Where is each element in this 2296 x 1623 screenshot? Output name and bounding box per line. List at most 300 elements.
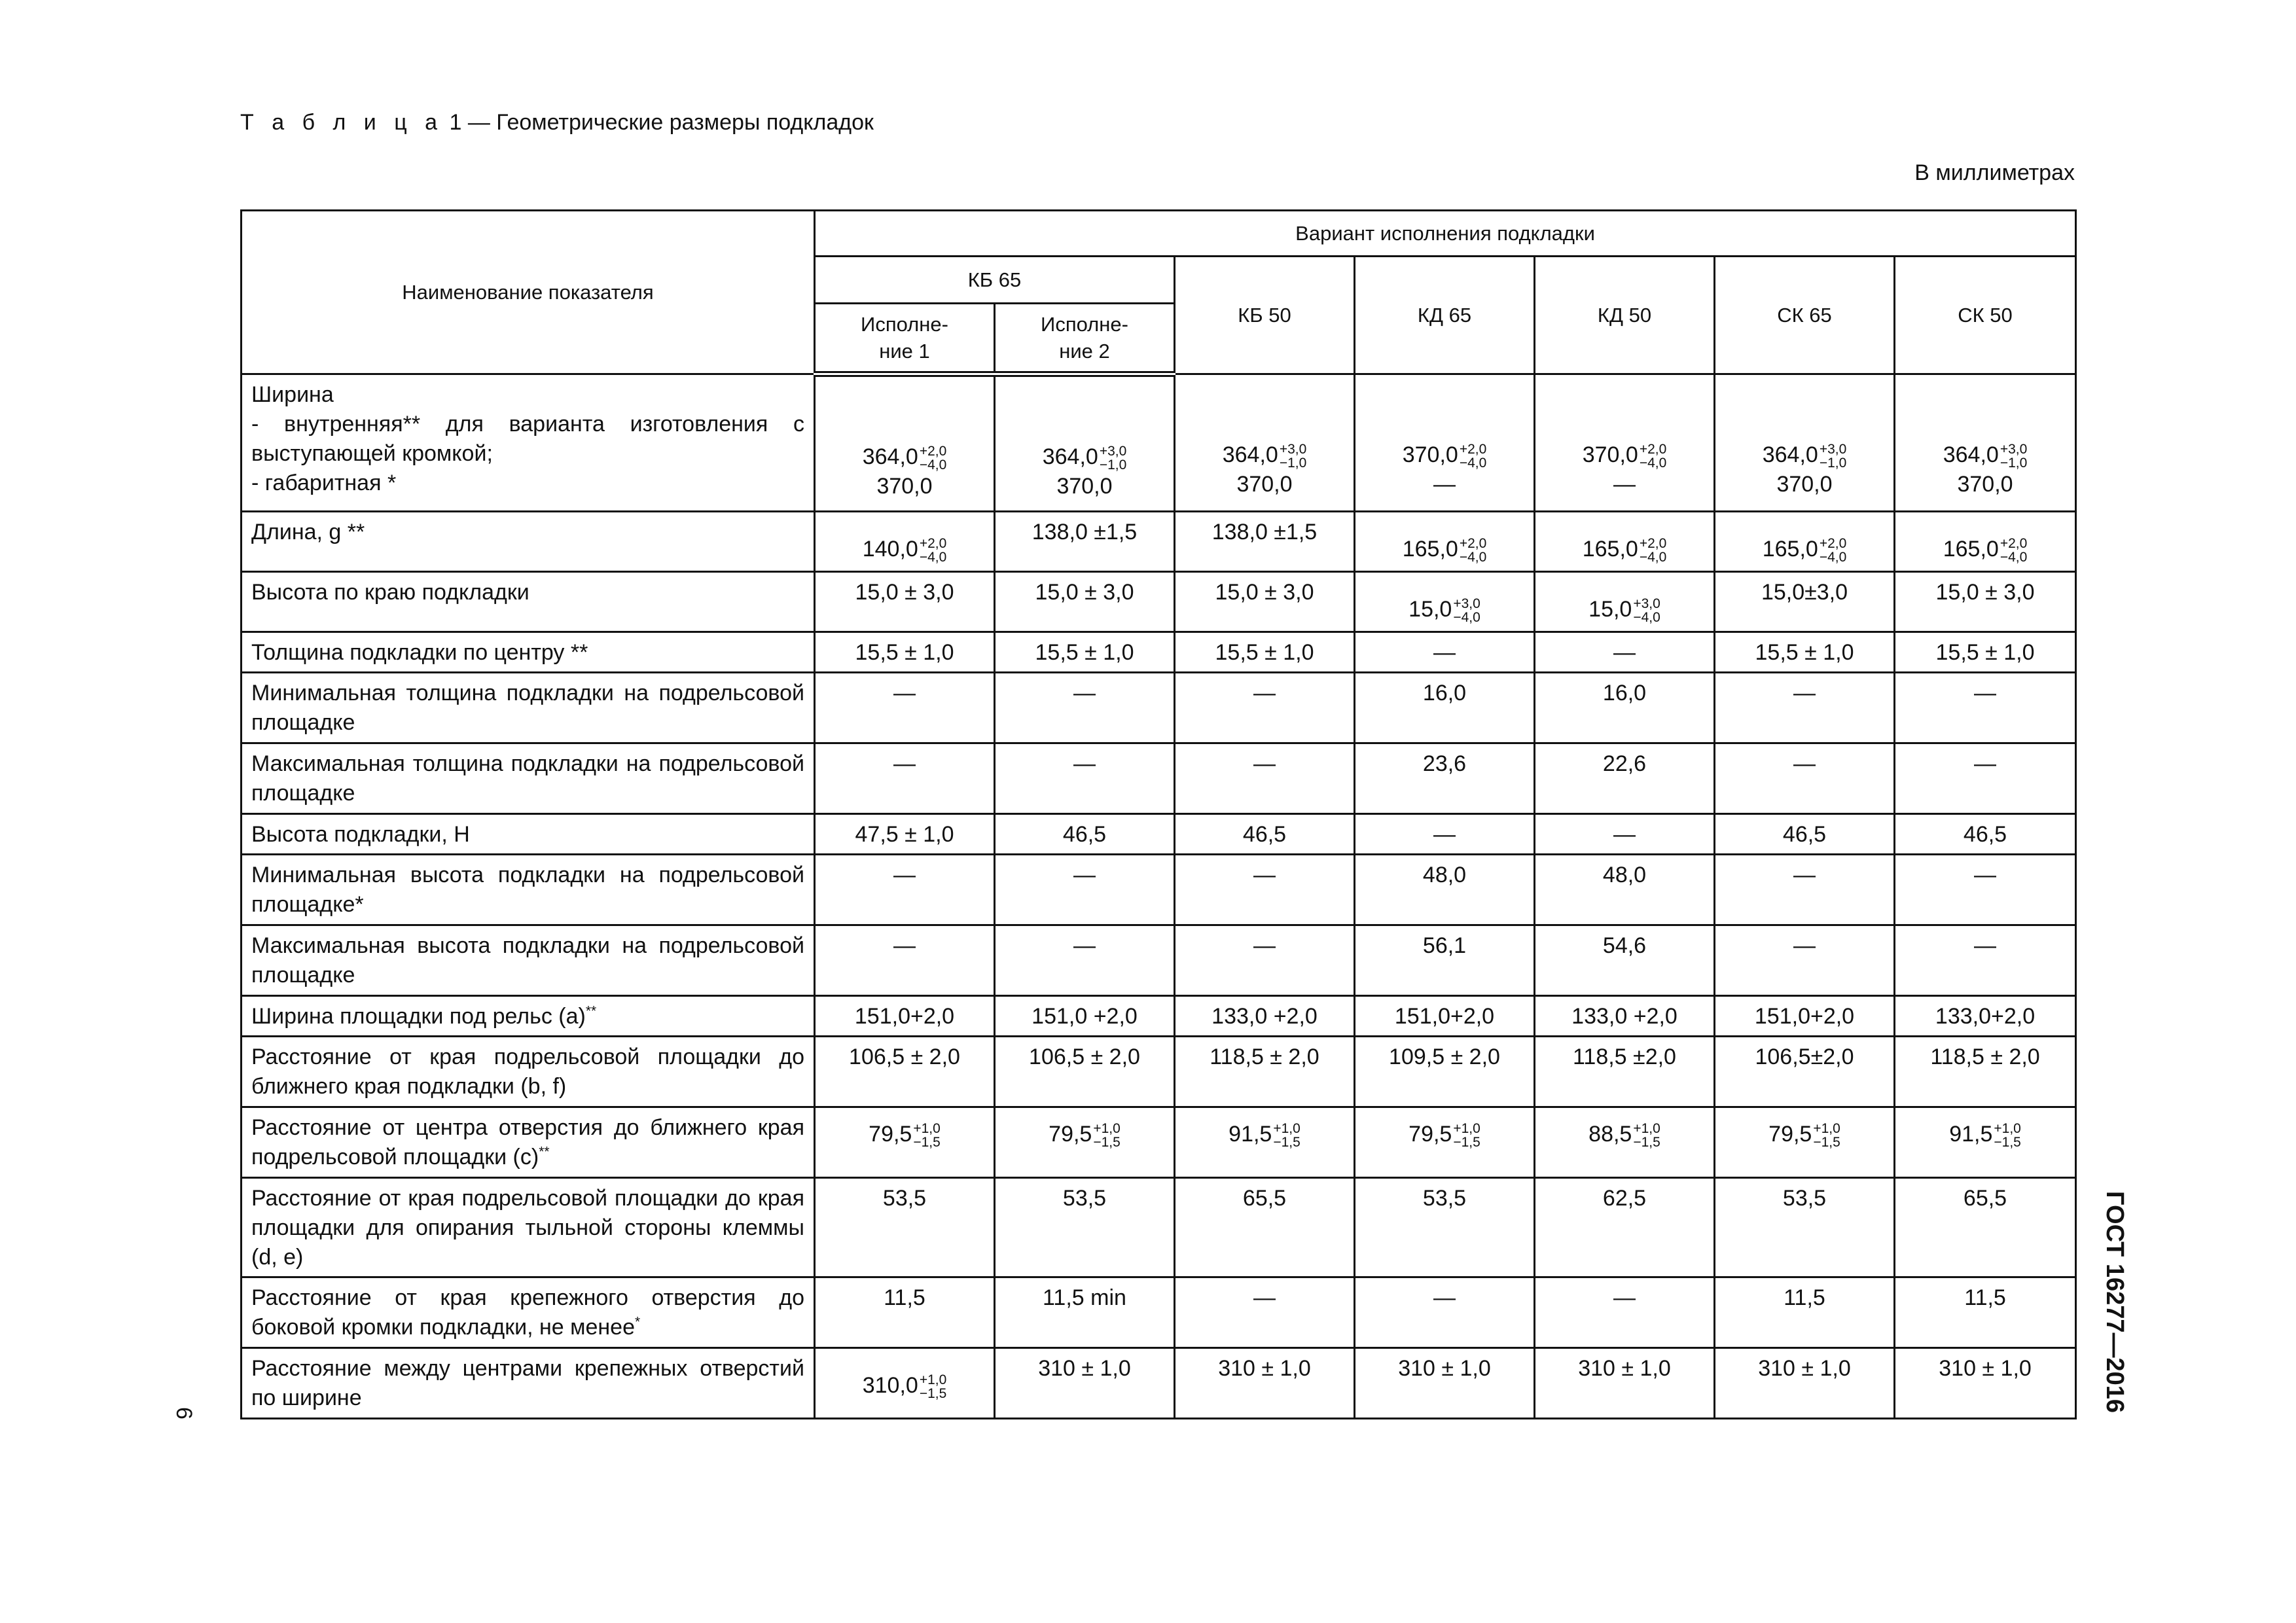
toleranced-value	[1185, 1113, 1344, 1149]
nominal-value: 364,0	[1943, 442, 1999, 467]
cell-value: —	[1974, 933, 1997, 958]
value-cell	[1715, 925, 1895, 996]
upper-deviation: +2,0	[919, 536, 947, 552]
tolerance	[1994, 1122, 2020, 1149]
value-cell	[815, 814, 995, 855]
table-body	[242, 374, 2076, 1419]
cell-value: —	[1974, 751, 1997, 776]
value-cell	[995, 1037, 1175, 1107]
nominal-value: 165,0	[1943, 537, 1999, 562]
cell-value: 15,5 ± 1,0	[855, 640, 954, 665]
toleranced-value	[825, 1354, 984, 1400]
value-cell	[1895, 512, 2076, 572]
footnote-mark: **	[539, 1144, 550, 1160]
toleranced-value	[1365, 380, 1524, 470]
cell-value: —	[893, 863, 916, 887]
value-cell	[1355, 743, 1535, 814]
value-cell	[1355, 374, 1535, 512]
value-cell	[1175, 855, 1355, 925]
cell-value: —	[893, 751, 916, 776]
upper-deviation: +1,0	[919, 1372, 947, 1387]
lower-deviation: −4,0	[1639, 550, 1667, 565]
cell-value: 15,0 ± 3,0	[1035, 580, 1134, 605]
row-name	[242, 572, 815, 632]
value-cell	[1715, 996, 1895, 1037]
value-cell	[1895, 1037, 2076, 1107]
value-cell	[995, 1347, 1175, 1418]
nominal-value: 88,5	[1588, 1122, 1632, 1147]
value-cell	[1895, 996, 2076, 1037]
cell-value: 106,5 ± 2,0	[1029, 1044, 1140, 1069]
cell-value: —	[1793, 681, 1816, 705]
cell-value: 46,5	[1062, 822, 1107, 847]
cell-value: 15,0±3,0	[1761, 580, 1848, 605]
cell-value: 54,6	[1602, 933, 1647, 958]
upper-deviation: +2,0	[1639, 536, 1667, 552]
toleranced-value	[1365, 518, 1524, 564]
value-cell	[1355, 572, 1535, 632]
lower-deviation: −4,0	[1633, 610, 1660, 626]
row-name	[242, 814, 815, 855]
cell-value: 62,5	[1602, 1186, 1647, 1211]
value-cell	[1715, 1347, 1895, 1418]
row-name-text: Расстояние от края крепежного отверстия до боковой кромки подкладки, не менее	[251, 1285, 804, 1340]
value-cell	[1175, 925, 1355, 996]
value-cell	[1715, 673, 1895, 743]
cell-value: 22,6	[1602, 751, 1647, 776]
cell-value: 46,5	[1963, 822, 2007, 847]
cell-value: 138,0 ±1,5	[1211, 520, 1318, 544]
upper-deviation: +3,0	[1453, 596, 1480, 612]
toleranced-value	[1365, 1113, 1524, 1149]
table-row	[242, 374, 2076, 512]
value-cell	[1355, 925, 1535, 996]
value-cell	[1535, 925, 1715, 996]
cell-value: 310 ± 1,0	[1218, 1355, 1311, 1381]
cell-value: 46,5	[1782, 822, 1827, 847]
nominal-value: 79,5	[1768, 1122, 1812, 1147]
tolerance	[920, 537, 946, 564]
upper-deviation: +3,0	[1633, 596, 1660, 612]
upper-deviation: +1,0	[1093, 1121, 1121, 1137]
value-cell	[995, 996, 1175, 1037]
value-cell	[1895, 1347, 2076, 1418]
lower-deviation: −1,5	[1453, 1135, 1480, 1150]
lower-deviation: −4,0	[1459, 550, 1487, 565]
cell-value: —	[1613, 640, 1636, 665]
cell-value: 47,5 ± 1,0	[855, 822, 954, 847]
cell-value: —	[1433, 640, 1456, 665]
table-row	[242, 855, 2076, 925]
value-cell	[995, 814, 1175, 855]
value-cell	[1175, 1347, 1355, 1418]
cell-value: 109,5 ± 2,0	[1389, 1044, 1500, 1069]
toleranced-value	[1905, 1113, 2066, 1149]
value-cell	[815, 1347, 995, 1418]
value-cell	[1715, 1277, 1895, 1347]
value-cell	[815, 1037, 995, 1107]
cell-value: 23,6	[1422, 751, 1467, 776]
value-cell	[995, 743, 1175, 814]
cell-value: —	[1253, 1285, 1276, 1310]
value-cell	[1715, 814, 1895, 855]
cell-value: 118,5 ± 2,0	[1210, 1044, 1319, 1069]
value-cell	[1535, 1107, 1715, 1178]
cell-value: —	[1974, 863, 1997, 887]
cell-value: 16,0	[1602, 681, 1647, 705]
cell-value: —	[1253, 751, 1276, 776]
value-cell	[995, 925, 1175, 996]
lower-deviation: −1,0	[1099, 457, 1127, 473]
row-name-text: Ширина площадки под рельс (а)	[251, 1004, 586, 1029]
cell-value: 15,5 ± 1,0	[1035, 640, 1134, 665]
value-cell	[1715, 855, 1895, 925]
cell-value: —	[1793, 863, 1816, 887]
cell-value: 118,5 ± 2,0	[1930, 1044, 2040, 1069]
nominal-value: 15,0	[1408, 597, 1452, 622]
tolerance	[920, 1373, 946, 1400]
cell-value: —	[1253, 681, 1276, 705]
value-cell	[1895, 925, 2076, 996]
value-cell	[1715, 1107, 1895, 1178]
tolerance	[1820, 442, 1846, 470]
cell-value: 310 ± 1,0	[1939, 1355, 2032, 1381]
cell-value: 151,0 +2,0	[1031, 1004, 1138, 1029]
header-sk50: СК 50	[1895, 257, 2076, 374]
upper-deviation: +3,0	[1099, 444, 1127, 459]
cell-value: 133,0 +2,0	[1571, 1004, 1677, 1029]
upper-deviation: +1,0	[1994, 1121, 2021, 1137]
cell-value: 53,5	[1062, 1186, 1107, 1211]
value-cell	[1355, 814, 1535, 855]
nominal-value: 370,0	[1582, 442, 1638, 467]
nominal-value: 310,0	[862, 1372, 918, 1398]
header-name-col: Наименование показателя	[242, 211, 815, 374]
cell-value: —	[1613, 1285, 1636, 1310]
upper-deviation: +2,0	[1819, 536, 1847, 552]
cell-value: 15,5 ± 1,0	[1935, 640, 2035, 665]
row-name-text: Расстояние от центра отверстия до ближнего края подрельсовой площадки (c)	[251, 1115, 804, 1169]
nominal-value: 165,0	[1402, 537, 1458, 562]
header-kb50: КБ 50	[1175, 257, 1355, 374]
row-name	[242, 1178, 815, 1277]
cell-value: 65,5	[1963, 1186, 2007, 1211]
lower-deviation: −1,5	[1273, 1135, 1300, 1150]
value-cell	[815, 855, 995, 925]
value-cell	[1175, 632, 1355, 673]
toleranced-value	[825, 382, 984, 472]
toleranced-value	[1005, 1113, 1164, 1149]
row-name	[242, 673, 815, 743]
toleranced-value	[1005, 382, 1164, 472]
value-cell	[1535, 743, 1715, 814]
cell-value: 106,5 ± 2,0	[849, 1044, 960, 1069]
tolerance	[1093, 1122, 1120, 1149]
value-cell	[1355, 855, 1535, 925]
upper-deviation: +1,0	[913, 1121, 941, 1137]
nominal-value: 370,0	[1402, 442, 1458, 467]
row-name	[242, 743, 815, 814]
value-cell	[1175, 374, 1355, 512]
row-name	[242, 1347, 815, 1418]
value-cell	[815, 673, 995, 743]
row-name-text: Толщина подкладки по центру **	[251, 640, 588, 665]
caption-text: 1 — Геометрические размеры подкладок	[449, 110, 874, 135]
nominal-value: 165,0	[1582, 537, 1638, 562]
toleranced-value	[1725, 380, 1884, 470]
lower-deviation: −1,0	[1279, 455, 1307, 471]
cell-value: 151,0+2,0	[1754, 1004, 1855, 1029]
value-cell	[1175, 1178, 1355, 1277]
table-row	[242, 1037, 2076, 1107]
footnote-mark: *	[635, 1314, 641, 1330]
upper-deviation: +2,0	[2000, 536, 2028, 552]
lower-deviation: −4,0	[1819, 550, 1847, 565]
page-number: 6	[171, 1407, 196, 1419]
cell-value: 11,5	[1784, 1285, 1825, 1310]
lower-deviation: −1,5	[1093, 1135, 1121, 1150]
row-name-text: Расстояние от края подрельсовой площадки до края площадки для опирания тыльной стороны клеммы (d, e)	[251, 1186, 804, 1270]
footnote-mark: **	[585, 1003, 597, 1019]
value-cell	[1715, 743, 1895, 814]
tolerance	[1460, 442, 1486, 470]
value-cell	[1535, 1178, 1715, 1277]
row-name-text: Максимальная толщина подкладки на подрельсовой площадке	[251, 751, 804, 806]
value-cell	[1535, 632, 1715, 673]
cell-value: —	[1974, 681, 1997, 705]
nominal-value: 91,5	[1949, 1122, 1993, 1147]
cell-value: 106,5±2,0	[1755, 1044, 1854, 1069]
cell-value: 48,0	[1602, 863, 1647, 887]
lower-deviation: −1,0	[1819, 455, 1847, 471]
toleranced-value	[1545, 518, 1704, 564]
table-row	[242, 512, 2076, 572]
lower-deviation: −1,0	[2000, 455, 2028, 471]
value-cell	[1715, 632, 1895, 673]
upper-deviation: +1,0	[1453, 1121, 1480, 1137]
value-cell	[1715, 1037, 1895, 1107]
value-cell	[1175, 1107, 1355, 1178]
cell-value: 16,0	[1422, 681, 1467, 705]
cell-value: 310 ± 1,0	[1758, 1355, 1851, 1381]
value-cell	[1535, 996, 1715, 1037]
value-cell	[1535, 512, 1715, 572]
nominal-value: 79,5	[869, 1122, 912, 1147]
table-row	[242, 572, 2076, 632]
tolerance	[1100, 444, 1126, 472]
value-cell	[1175, 512, 1355, 572]
value-cell	[1355, 1107, 1535, 1178]
row-name	[242, 512, 815, 572]
lower-deviation: −4,0	[919, 457, 947, 473]
toleranced-value	[1905, 518, 2066, 564]
overall-value: 370,0	[1957, 472, 2013, 497]
table-row	[242, 1107, 2076, 1178]
cell-value: 53,5	[1782, 1186, 1827, 1211]
toleranced-value	[1725, 518, 1884, 564]
overall-value: 370,0	[1236, 472, 1293, 497]
value-cell	[815, 1277, 995, 1347]
cell-value: —	[1073, 933, 1096, 958]
value-cell	[995, 572, 1175, 632]
upper-deviation: +2,0	[1639, 442, 1667, 457]
nominal-value: 91,5	[1229, 1122, 1272, 1147]
cell-value: 151,0+2,0	[1394, 1004, 1495, 1029]
row-name-text: Минимальная высота подкладки на подрельсовой площадке*	[251, 863, 804, 917]
row-name-text: Максимальная высота подкладки на подрельсовой площадке	[251, 933, 804, 988]
cell-value: 15,0 ± 3,0	[1215, 580, 1314, 605]
toleranced-value	[1365, 578, 1524, 624]
value-cell	[995, 1277, 1175, 1347]
header-kb65-v1: Исполне- ние 1	[815, 304, 995, 374]
cell-value: 46,5	[1242, 822, 1287, 847]
value-cell	[1715, 512, 1895, 572]
cell-value: 48,0	[1422, 863, 1467, 887]
value-cell	[1715, 572, 1895, 632]
value-cell	[815, 512, 995, 572]
upper-deviation: +2,0	[1459, 442, 1487, 457]
cell-value: —	[1073, 863, 1096, 887]
value-cell	[1895, 673, 2076, 743]
nominal-value: 364,0	[1222, 442, 1278, 467]
table-row	[242, 996, 2076, 1037]
cell-value: 310 ± 1,0	[1038, 1355, 1131, 1381]
toleranced-value	[1725, 1113, 1884, 1149]
value-cell	[995, 673, 1175, 743]
value-cell	[1535, 1347, 1715, 1418]
row-name-text: Минимальная толщина подкладки на подрельсовой площадке	[251, 681, 804, 735]
tolerance	[1633, 1122, 1660, 1149]
value-cell	[815, 743, 995, 814]
value-cell	[1895, 1277, 2076, 1347]
cell-value: —	[1793, 933, 1816, 958]
header-sk65: СК 65	[1715, 257, 1895, 374]
cell-value: 65,5	[1242, 1186, 1287, 1211]
value-cell	[1535, 374, 1715, 512]
overall-value: —	[1613, 472, 1636, 497]
table-row	[242, 1178, 2076, 1277]
value-cell	[1895, 1178, 2076, 1277]
row-name	[242, 1037, 815, 1107]
cell-value: 118,5 ±2,0	[1573, 1044, 1676, 1069]
lower-deviation: −4,0	[1453, 610, 1480, 626]
value-cell	[1715, 1178, 1895, 1277]
row-name	[242, 1277, 815, 1347]
toleranced-value	[1905, 380, 2066, 470]
upper-deviation: +2,0	[919, 444, 947, 459]
table-row	[242, 814, 2076, 855]
tolerance	[1633, 597, 1660, 624]
cell-value: 310 ± 1,0	[1578, 1355, 1671, 1381]
cell-value: —	[1793, 751, 1816, 776]
lower-deviation: −4,0	[1459, 455, 1487, 471]
cell-value: —	[1073, 751, 1096, 776]
cell-value: 310 ± 1,0	[1398, 1355, 1491, 1381]
cell-value: 53,5	[1422, 1186, 1467, 1211]
cell-value: 53,5	[882, 1186, 927, 1211]
value-cell	[1895, 374, 2076, 512]
value-cell	[1355, 1178, 1535, 1277]
cell-value: —	[893, 681, 916, 705]
table-row	[242, 673, 2076, 743]
table-row	[242, 1277, 2076, 1347]
value-cell	[815, 1107, 995, 1178]
value-cell	[1355, 1037, 1535, 1107]
value-cell	[1355, 673, 1535, 743]
cell-value: 151,0+2,0	[854, 1004, 955, 1029]
nominal-value: 79,5	[1408, 1122, 1452, 1147]
tolerance	[1280, 442, 1306, 470]
value-cell	[1895, 814, 2076, 855]
upper-deviation: +2,0	[1459, 536, 1487, 552]
lower-deviation: −4,0	[1639, 455, 1667, 471]
value-cell	[1175, 673, 1355, 743]
value-cell	[1355, 632, 1535, 673]
tolerance	[1453, 1122, 1480, 1149]
cell-value: 15,0 ± 3,0	[1935, 580, 2035, 605]
value-cell	[1355, 512, 1535, 572]
value-cell	[815, 1178, 995, 1277]
cell-value: —	[1253, 933, 1276, 958]
row-name	[242, 632, 815, 673]
row-name-text: Ширина - внутренняя** для варианта изготовления с выступающей кромкой; - габаритная *	[251, 382, 804, 495]
header-kd50: КД 50	[1535, 257, 1715, 374]
tolerance	[2000, 442, 2027, 470]
value-cell	[1175, 572, 1355, 632]
lower-deviation: −1,5	[913, 1135, 941, 1150]
cell-value: 11,5	[1964, 1285, 2006, 1310]
row-name	[242, 374, 815, 512]
table-caption	[240, 110, 874, 135]
table-row	[242, 925, 2076, 996]
lower-deviation: −1,5	[919, 1385, 947, 1401]
cell-value: —	[1613, 822, 1636, 847]
row-name-text: Высота подкладки, H	[251, 822, 470, 847]
value-cell	[1535, 1277, 1715, 1347]
row-name-text: Расстояние от края подрельсовой площадки до ближнего края подкладки (b, f)	[251, 1044, 804, 1099]
table-row	[242, 1347, 2076, 1418]
value-cell	[1175, 1277, 1355, 1347]
header-variant-group: Вариант исполнения подкладки	[815, 211, 2076, 257]
toleranced-value	[1545, 1113, 1704, 1149]
upper-deviation: +3,0	[1279, 442, 1307, 457]
nominal-value: 364,0	[1042, 444, 1098, 469]
upper-deviation: +3,0	[1819, 442, 1847, 457]
value-cell	[1175, 814, 1355, 855]
value-cell	[995, 1178, 1175, 1277]
value-cell	[1175, 996, 1355, 1037]
row-name-text: Расстояние между центрами крепежных отверстий по ширине	[251, 1355, 804, 1410]
lower-deviation: −1,5	[1633, 1135, 1660, 1150]
value-cell	[815, 996, 995, 1037]
nominal-value: 364,0	[862, 444, 918, 469]
value-cell	[1535, 673, 1715, 743]
upper-deviation: +1,0	[1633, 1121, 1660, 1137]
value-cell	[1535, 572, 1715, 632]
row-name	[242, 855, 815, 925]
value-cell	[1535, 855, 1715, 925]
cell-value: 133,0 +2,0	[1211, 1004, 1318, 1029]
value-cell	[1355, 996, 1535, 1037]
tolerance	[1453, 597, 1480, 624]
units-note: В миллиметрах	[1914, 160, 2075, 185]
table-row	[242, 743, 2076, 814]
tolerance	[1640, 442, 1666, 470]
overall-value: 370,0	[1776, 472, 1833, 497]
overall-value: —	[1433, 472, 1456, 497]
caption-label: Т а б л и ц а	[240, 110, 444, 135]
row-name-text: Длина, g **	[251, 520, 365, 544]
